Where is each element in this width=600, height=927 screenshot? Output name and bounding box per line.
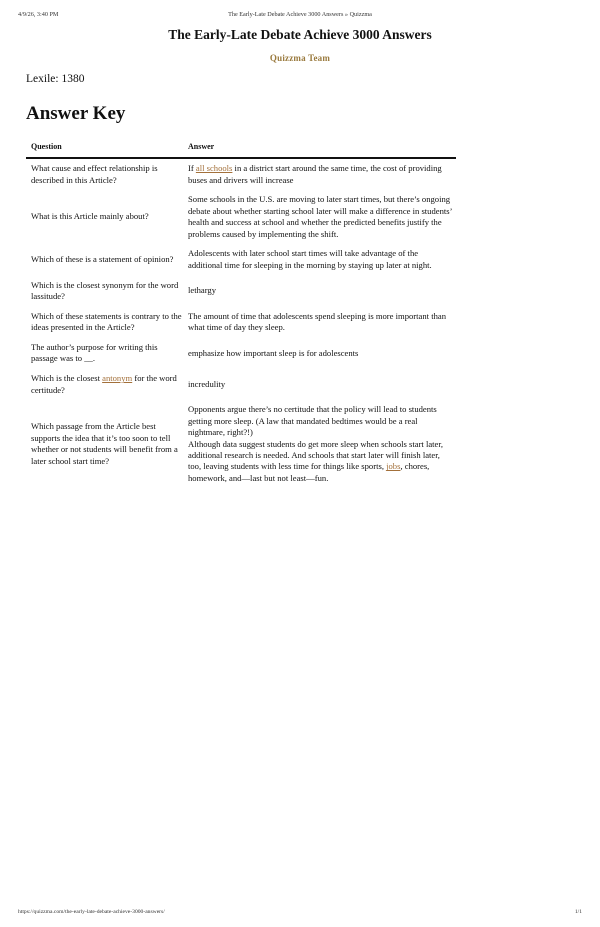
question-cell: What is this Article mainly about? bbox=[31, 211, 149, 222]
table-row bbox=[26, 275, 456, 306]
lexile-label: Lexile: 1380 bbox=[26, 73, 85, 85]
answer-table-container bbox=[26, 139, 456, 488]
answer-cell bbox=[183, 400, 456, 488]
question-cell: Which of these statements is contrary to the ideas presented in the Article? bbox=[26, 307, 183, 338]
antonym-link[interactable]: antonym bbox=[102, 373, 133, 384]
print-datetime: 4/9/26, 3:40 PM bbox=[18, 11, 59, 18]
question-cell: Which is the closest synonym for the word lassitude? bbox=[31, 279, 179, 301]
answer-paragraph bbox=[188, 439, 452, 485]
question-cell bbox=[26, 369, 183, 400]
answer-text: Although data suggest students do get more sleep when schools start later, additional research is needed. And schools that start later will finish later, too, leaving students with less time for things like sports, bbox=[188, 438, 444, 472]
answer-text: in a district start around the same time, the cost of providing buses and drivers will increase bbox=[188, 163, 442, 185]
table-row bbox=[26, 400, 456, 488]
question-text: Which is the closest bbox=[31, 373, 103, 384]
print-page-title: The Early-Late Debate Achieve 3000 Answers » Quizzma bbox=[228, 11, 372, 18]
column-header-answer: Answer bbox=[183, 139, 456, 158]
answer-cell bbox=[183, 158, 456, 190]
column-header-question: Question bbox=[26, 139, 183, 158]
table-row bbox=[26, 244, 456, 275]
question-text: for the word certitude? bbox=[31, 373, 177, 395]
answer-table bbox=[26, 139, 456, 488]
table-row bbox=[26, 190, 456, 244]
answer-cell: emphasize how important sleep is for adolescents bbox=[188, 347, 359, 358]
table-row bbox=[26, 307, 456, 338]
all-schools-link[interactable]: all schools bbox=[195, 163, 233, 174]
page-url: https://quizzma.com/the-early-late-debate-achieve-3000-answers/ bbox=[18, 909, 165, 915]
table-row bbox=[26, 369, 456, 400]
answer-cell: lethargy bbox=[188, 285, 217, 296]
jobs-link[interactable]: jobs bbox=[386, 461, 401, 472]
answer-key-heading: Answer Key bbox=[26, 103, 126, 124]
question-cell: The author’s purpose for writing this passage was to __. bbox=[31, 341, 158, 364]
answer-text: If bbox=[188, 163, 196, 174]
table-header-row bbox=[26, 139, 456, 158]
table-row bbox=[26, 338, 456, 369]
question-cell: Which passage from the Article best supports the idea that it’s too soon to tell whether or not students will benefit from a later school start time? bbox=[31, 421, 178, 466]
question-cell: Which of these is a statement of opinion? bbox=[26, 244, 183, 275]
answer-cell: incredulity bbox=[183, 369, 456, 400]
document-title: The Early-Late Debate Achieve 3000 Answers bbox=[168, 27, 432, 42]
answer-text: , chores, homework, and—last but not least—fun. bbox=[188, 461, 430, 483]
answer-paragraph: Opponents argue there’s no certitude that the policy will lead to students getting more sleep. (A law that mandated bedtimes would be a real nightmare, right?!) bbox=[188, 404, 437, 438]
answer-cell: The amount of time that adolescents spend sleeping is more important than what time of day they sleep. bbox=[183, 307, 456, 338]
question-cell: What cause and effect relationship is described in this Article? bbox=[26, 158, 183, 190]
table-row bbox=[26, 158, 456, 190]
answer-cell: Some schools in the U.S. are moving to later start times, but there’s ongoing debate about whether starting school later will make a difference in students’ health and success at school and whether the predicted benefits justify the problems caused by implementing the shift. bbox=[188, 194, 452, 239]
answer-cell: Adolescents with later school start times will take advantage of the additional time for sleeping in the morning by staying up later at night. bbox=[183, 244, 456, 275]
page-number: 1/1 bbox=[574, 909, 582, 915]
author-link[interactable]: Quizzma Team bbox=[269, 53, 331, 63]
